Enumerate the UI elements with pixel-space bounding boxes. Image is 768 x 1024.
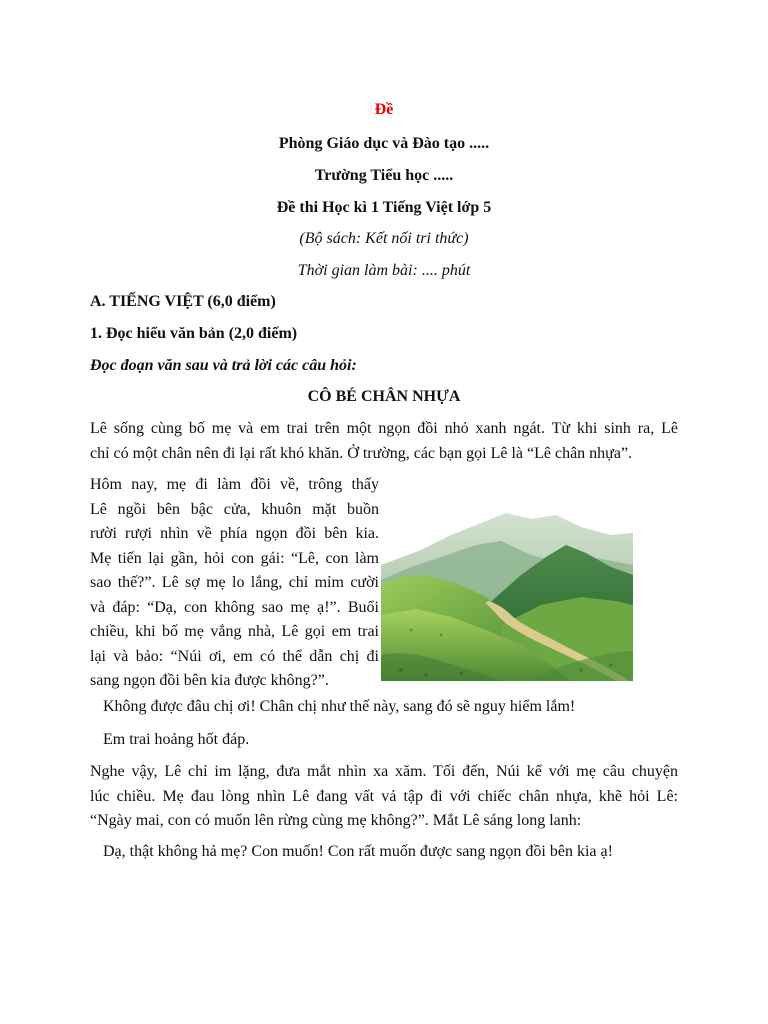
story-paragraph-3: Không được đâu chị ơi! Chân chị như thế này, sang đó sẽ nguy hiểm lắm! xyxy=(103,698,576,715)
paragraph-line: “Ngày mai, con có muốn lên rừng cùng mẹ không?”. Mắt Lê sáng long lanh: xyxy=(90,812,582,829)
paragraph-line: sao thế?”. Lê sợ mẹ lo lắng, chỉ mỉm cười xyxy=(90,574,379,591)
paragraph-line: Nghe vậy, Lê chỉ im lặng, đưa mắt nhìn xa xăm. Tối đến, Núi kể với mẹ câu chuyện xyxy=(90,763,678,780)
paragraph-line: lúc chiều. Mẹ đau lòng nhìn Lê đang vất vả tập đi với chiếc chân nhựa, khẽ hỏi Lê: xyxy=(90,787,678,805)
story-paragraph-4: Em trai hoảng hốt đáp. xyxy=(103,731,250,748)
story-paragraph-5 xyxy=(90,760,678,834)
paragraph-line: Mẹ tiến lại gần, hỏi con gái: “Lê, con làm xyxy=(90,549,379,567)
department-name: Phòng Giáo dục và Đào tạo ..... xyxy=(278,135,490,152)
reading-instruction: Đọc đoạn văn sau và trả lời các câu hỏi: xyxy=(90,357,357,374)
story-paragraph-2 xyxy=(90,473,379,694)
story-title: CÔ BÉ CHÂN NHỰA xyxy=(307,388,461,405)
paragraph-line: chiều, khi bố mẹ vắng nhà, Lê gọi em trai xyxy=(90,623,379,640)
book-series: (Bộ sách: Kết nối tri thức) xyxy=(299,230,469,247)
story-paragraph-6: Dạ, thật không hả mẹ? Con muốn! Con rất muốn được sang ngọn đồi bên kia ạ! xyxy=(103,843,613,860)
paragraph-line: chỉ có một chân nên đi lại rất khó khăn. Ở trường, các bạn gọi Lê là “Lê chân nhựa”. xyxy=(90,444,633,462)
exam-label: Đề xyxy=(374,101,394,118)
part1-title: 1. Đọc hiểu văn bản (2,0 điểm) xyxy=(90,325,298,342)
paragraph-line: Lê ngồi bên bậc cửa, khuôn mặt buồn xyxy=(90,500,379,518)
paragraph-line: lại và bảo: “Núi ơi, em có thể dẫn chị đi xyxy=(90,647,379,665)
paragraph-line: sang ngọn đồi bên kia được không?”. xyxy=(90,672,329,689)
school-name: Trường Tiểu học ..... xyxy=(314,167,454,184)
exam-time: Thời gian làm bài: .... phút xyxy=(297,262,471,279)
section-a-title: A. TIẾNG VIỆT (6,0 điểm) xyxy=(90,293,276,310)
story-paragraph-1 xyxy=(90,417,678,466)
paragraph-line: Hôm nay, mẹ đi làm đồi về, trông thấy xyxy=(90,476,379,493)
paragraph-line: và đáp: “Dạ, con không sao mẹ ạ!”. Buổi xyxy=(90,598,379,616)
paragraph-line: rười rượi nhìn về phía ngọn đồi bên kia. xyxy=(90,525,379,542)
paragraph-line: Lê sống cùng bố mẹ và em trai trên một ngọn đồi nhỏ xanh ngát. Từ khi sinh ra, Lê xyxy=(90,420,678,437)
green-hills-landscape-icon xyxy=(381,505,633,681)
exam-title: Đề thi Học kì 1 Tiếng Việt lớp 5 xyxy=(276,199,492,216)
